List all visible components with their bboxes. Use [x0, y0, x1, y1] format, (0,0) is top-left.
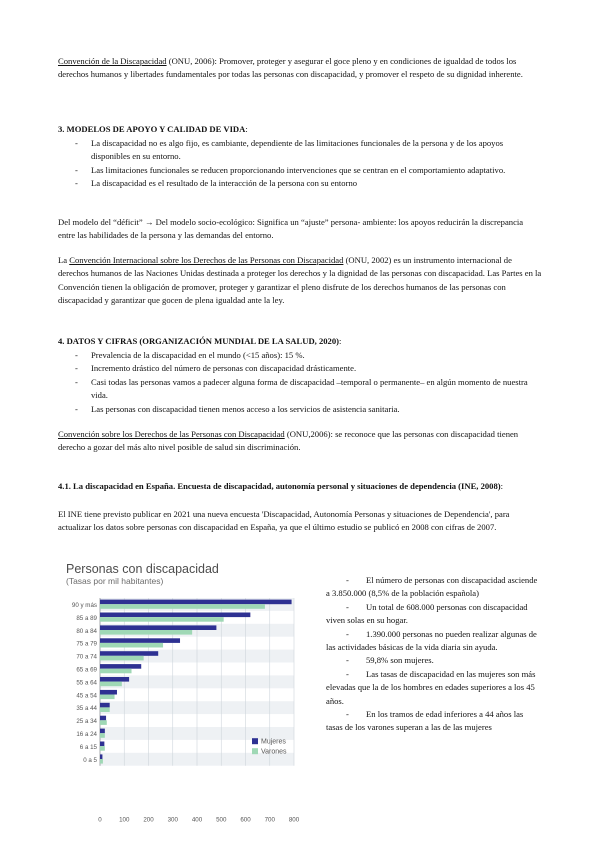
convention-link: Convención Internacional sobre los Derechos de las Personas con Discapacidad: [69, 255, 344, 265]
fact-item: [326, 668, 540, 708]
section4-heading-colon: :: [339, 336, 342, 346]
fact-item: [326, 628, 540, 655]
chart-legend-swatch: [252, 748, 258, 754]
fact-text: Las tasas de discapacidad en las mujeres son más elevadas que la de los hombres en edades superiores a los 45 años.: [326, 668, 536, 706]
chart-bar-mujeres: [100, 754, 102, 759]
chart-legend-label: Varones: [261, 748, 287, 756]
chart-category-label: 0 a 5: [83, 756, 97, 764]
fact-item: [326, 601, 540, 628]
chart-bar-varones: [100, 630, 192, 635]
chart-bar-varones: [100, 682, 122, 687]
section4-bullet-list: [58, 349, 542, 416]
chart-bar-mujeres: [100, 677, 129, 682]
fact-text: En los tramos de edad inferiores a 44 años las tasas de los varones superan a las de las mujeres: [326, 709, 524, 733]
section3-heading-text: 3. MODELOS DE APOYO Y CALIDAD DE VIDA: [58, 124, 246, 134]
fact-dash: -: [346, 655, 349, 666]
chart-bar-mujeres: [100, 600, 292, 605]
fact-dash: -: [346, 709, 349, 720]
fact-dash: -: [346, 575, 349, 585]
chart-bar-mujeres: [100, 651, 158, 656]
fact-item: [326, 574, 540, 601]
chart-bar-mujeres: [100, 690, 117, 695]
chart-bar-mujeres: [100, 716, 106, 721]
chart-bar-mujeres: [100, 613, 250, 618]
disability-rate-chart: [62, 560, 314, 824]
chart-bar-varones: [100, 707, 110, 712]
section3-bullet: - Las limitaciones funcionales se reducen proporcionando intervenciones que se centran en el comportamiento adaptativo.: [58, 164, 542, 177]
fact-dash: -: [346, 668, 349, 679]
chart-category-label: 6 a 15: [79, 743, 97, 751]
section41-heading-text: 4.1. La discapacidad en España. Encuesta de discapacidad, autonomía personal y situaciones de dependencia (INE, 2008): [58, 481, 501, 491]
section4-heading-text: 4. DATOS Y CIFRAS (ORGANIZACIÓN MUNDIAL DE LA SALUD, 2020): [58, 336, 339, 346]
chart-svg: [62, 560, 314, 824]
chart-x-tick-label: 500: [216, 816, 227, 824]
section3-heading-colon: :: [245, 124, 248, 134]
chart-bar-mujeres: [100, 664, 141, 669]
intro-text: (ONU, 2006): Promover, proteger y asegurar el goce pleno y en condiciones de igualdad de todos los derechos humanos y libertades fundamentales por todas las personas con discapacidad, y promover el respeto de su dignidad inherente.: [58, 56, 523, 80]
fact-text: Un total de 608.000 personas con discapacidad viven solas en su hogar.: [326, 601, 528, 626]
section41-paragraph: El INE tiene previsto publicar en 2021 una nueva encuesta 'Discapacidad, Autonomía Personas y situaciones de Dependencia', para actualizar los datos sobre personas con discapacidad en España, ya que el último estudio se publicó en 2008 con cifras de 2007.: [58, 509, 510, 533]
chart-legend-label: Mujeres: [261, 738, 286, 746]
chart-x-tick-label: 300: [167, 816, 178, 824]
chart-category-label: 16 a 24: [76, 730, 97, 738]
chart-bar-varones: [100, 759, 103, 764]
chart-category-label: 85 a 89: [76, 614, 97, 622]
chart-category-label: 45 a 54: [76, 692, 97, 700]
chart-bar-varones: [100, 695, 115, 700]
chart-x-tick-label: 400: [191, 816, 203, 824]
fact-item: [326, 708, 540, 735]
fact-dash: -: [346, 601, 349, 612]
chart-category-label: 75 a 79: [76, 640, 97, 648]
convention-paragraph: [58, 254, 542, 308]
section41-heading: [58, 480, 542, 493]
section41-heading-colon: :: [500, 481, 504, 491]
health-convention-paragraph: [58, 428, 542, 455]
fact-dash: -: [346, 628, 349, 639]
fact-text: 59,8% son mujeres.: [366, 655, 434, 666]
chart-bar-varones: [100, 604, 265, 609]
chart-subtitle: (Tasas por mil habitantes): [66, 576, 164, 586]
chart-x-tick-label: 800: [288, 816, 300, 824]
chart-category-label: 80 a 84: [76, 627, 97, 635]
chart-bar-varones: [100, 669, 132, 674]
chart-x-tick-label: 200: [143, 816, 154, 824]
chart-legend-swatch: [252, 738, 258, 744]
section3-heading: [58, 123, 542, 136]
chart-bar-mujeres: [100, 703, 110, 708]
chart-category-label: 70 a 74: [76, 653, 97, 661]
chart-x-tick-label: 700: [264, 816, 275, 824]
fact-text: 1.390.000 personas no pueden realizar algunas de las actividades básicas de la vida diaria sin ayuda.: [326, 628, 537, 653]
chart-category-label: 35 a 44: [76, 705, 97, 713]
chart-bar-varones: [100, 643, 163, 648]
chart-bar-varones: [100, 656, 144, 661]
fact-text: El número de personas con discapacidad asciende a 3.850.000 (8,5% de la población española): [326, 575, 538, 599]
section4-bullet: - Las personas con discapacidad tienen menos acceso a los servicios de asistencia sanitaria.: [58, 403, 542, 416]
chart-x-tick-label: 0: [98, 816, 102, 824]
section3-bullet: - La discapacidad es el resultado de la interacción de la persona con su entorno: [58, 177, 542, 190]
section4-bullet: - Prevalencia de la discapacidad en el mundo (<15 años): 15 %.: [58, 349, 542, 362]
section3-bullet-list: [58, 137, 542, 191]
chart-bar-mujeres: [100, 625, 216, 630]
chart-bar-mujeres: [100, 638, 180, 643]
chart-title: Personas con discapacidad: [66, 562, 219, 576]
chart-bar-varones: [100, 617, 224, 622]
chart-category-label: 65 a 69: [76, 666, 97, 674]
model-paragraph: Del modelo del “déficit” → Del modelo socio-ecológico: Significa un “ajuste” persona- ambiente: los apoyos reducirán la discrepancia entre las habilidades de la persona y las demandas del entorno.: [58, 217, 524, 241]
section3-bullet: - La discapacidad no es algo fijo, es cambiante, dependiente de las limitaciones funcionales de la persona y de los apoyos disponibles en su entorno.: [58, 137, 542, 164]
chart-bar-mujeres: [100, 742, 104, 747]
health-convention-link: Convención sobre los Derechos de las Personas con Discapacidad: [58, 429, 285, 439]
chart-bar-varones: [100, 746, 105, 751]
section4-bullet: - Casi todas las personas vamos a padecer alguna forma de discapacidad –temporal o permanente– en algún momento de nuestra vida.: [58, 376, 542, 403]
section4-heading: [58, 335, 542, 348]
chart-x-tick-label: 100: [119, 816, 130, 824]
chart-category-label: 55 a 64: [76, 679, 97, 687]
chart-category-label: 25 a 34: [76, 718, 97, 726]
chart-x-tick-labels: [98, 817, 299, 824]
intro-paragraph: [58, 55, 542, 82]
chart-bar-mujeres: [100, 729, 105, 734]
chart-bar-varones: [100, 720, 107, 725]
chart-x-tick-label: 600: [240, 816, 251, 824]
chart-bar-varones: [100, 733, 105, 738]
health-convention-text: (ONU,2006): se reconoce que las personas con discapacidad tienen derecho a gozar del más alto nivel posible de salud sin discriminación.: [58, 429, 519, 453]
intro-convention-link: Convención de la Discapacidad: [58, 56, 167, 66]
fact-item: [326, 654, 540, 667]
chart-category-labels: [72, 602, 98, 764]
convention-text: (ONU, 2002) es un instrumento internacional de derechos humanos de las Naciones Unidas destinada a proteger los derechos y la dignidad de las personas con discapacidad. Las Partes en la Convención tienen la obligación de promover, proteger y garantizar el pleno disfrute de los derechos humanos de las personas con discapacidad y garantizar que gocen de plena igualdad ante la ley.: [58, 255, 542, 306]
section4-bullet: - Incremento drástico del número de personas con discapacidad drásticamente.: [58, 362, 542, 375]
chart-category-label: 90 y más: [71, 601, 97, 609]
convention-prefix: La: [58, 255, 70, 265]
facts-list: [326, 574, 540, 735]
